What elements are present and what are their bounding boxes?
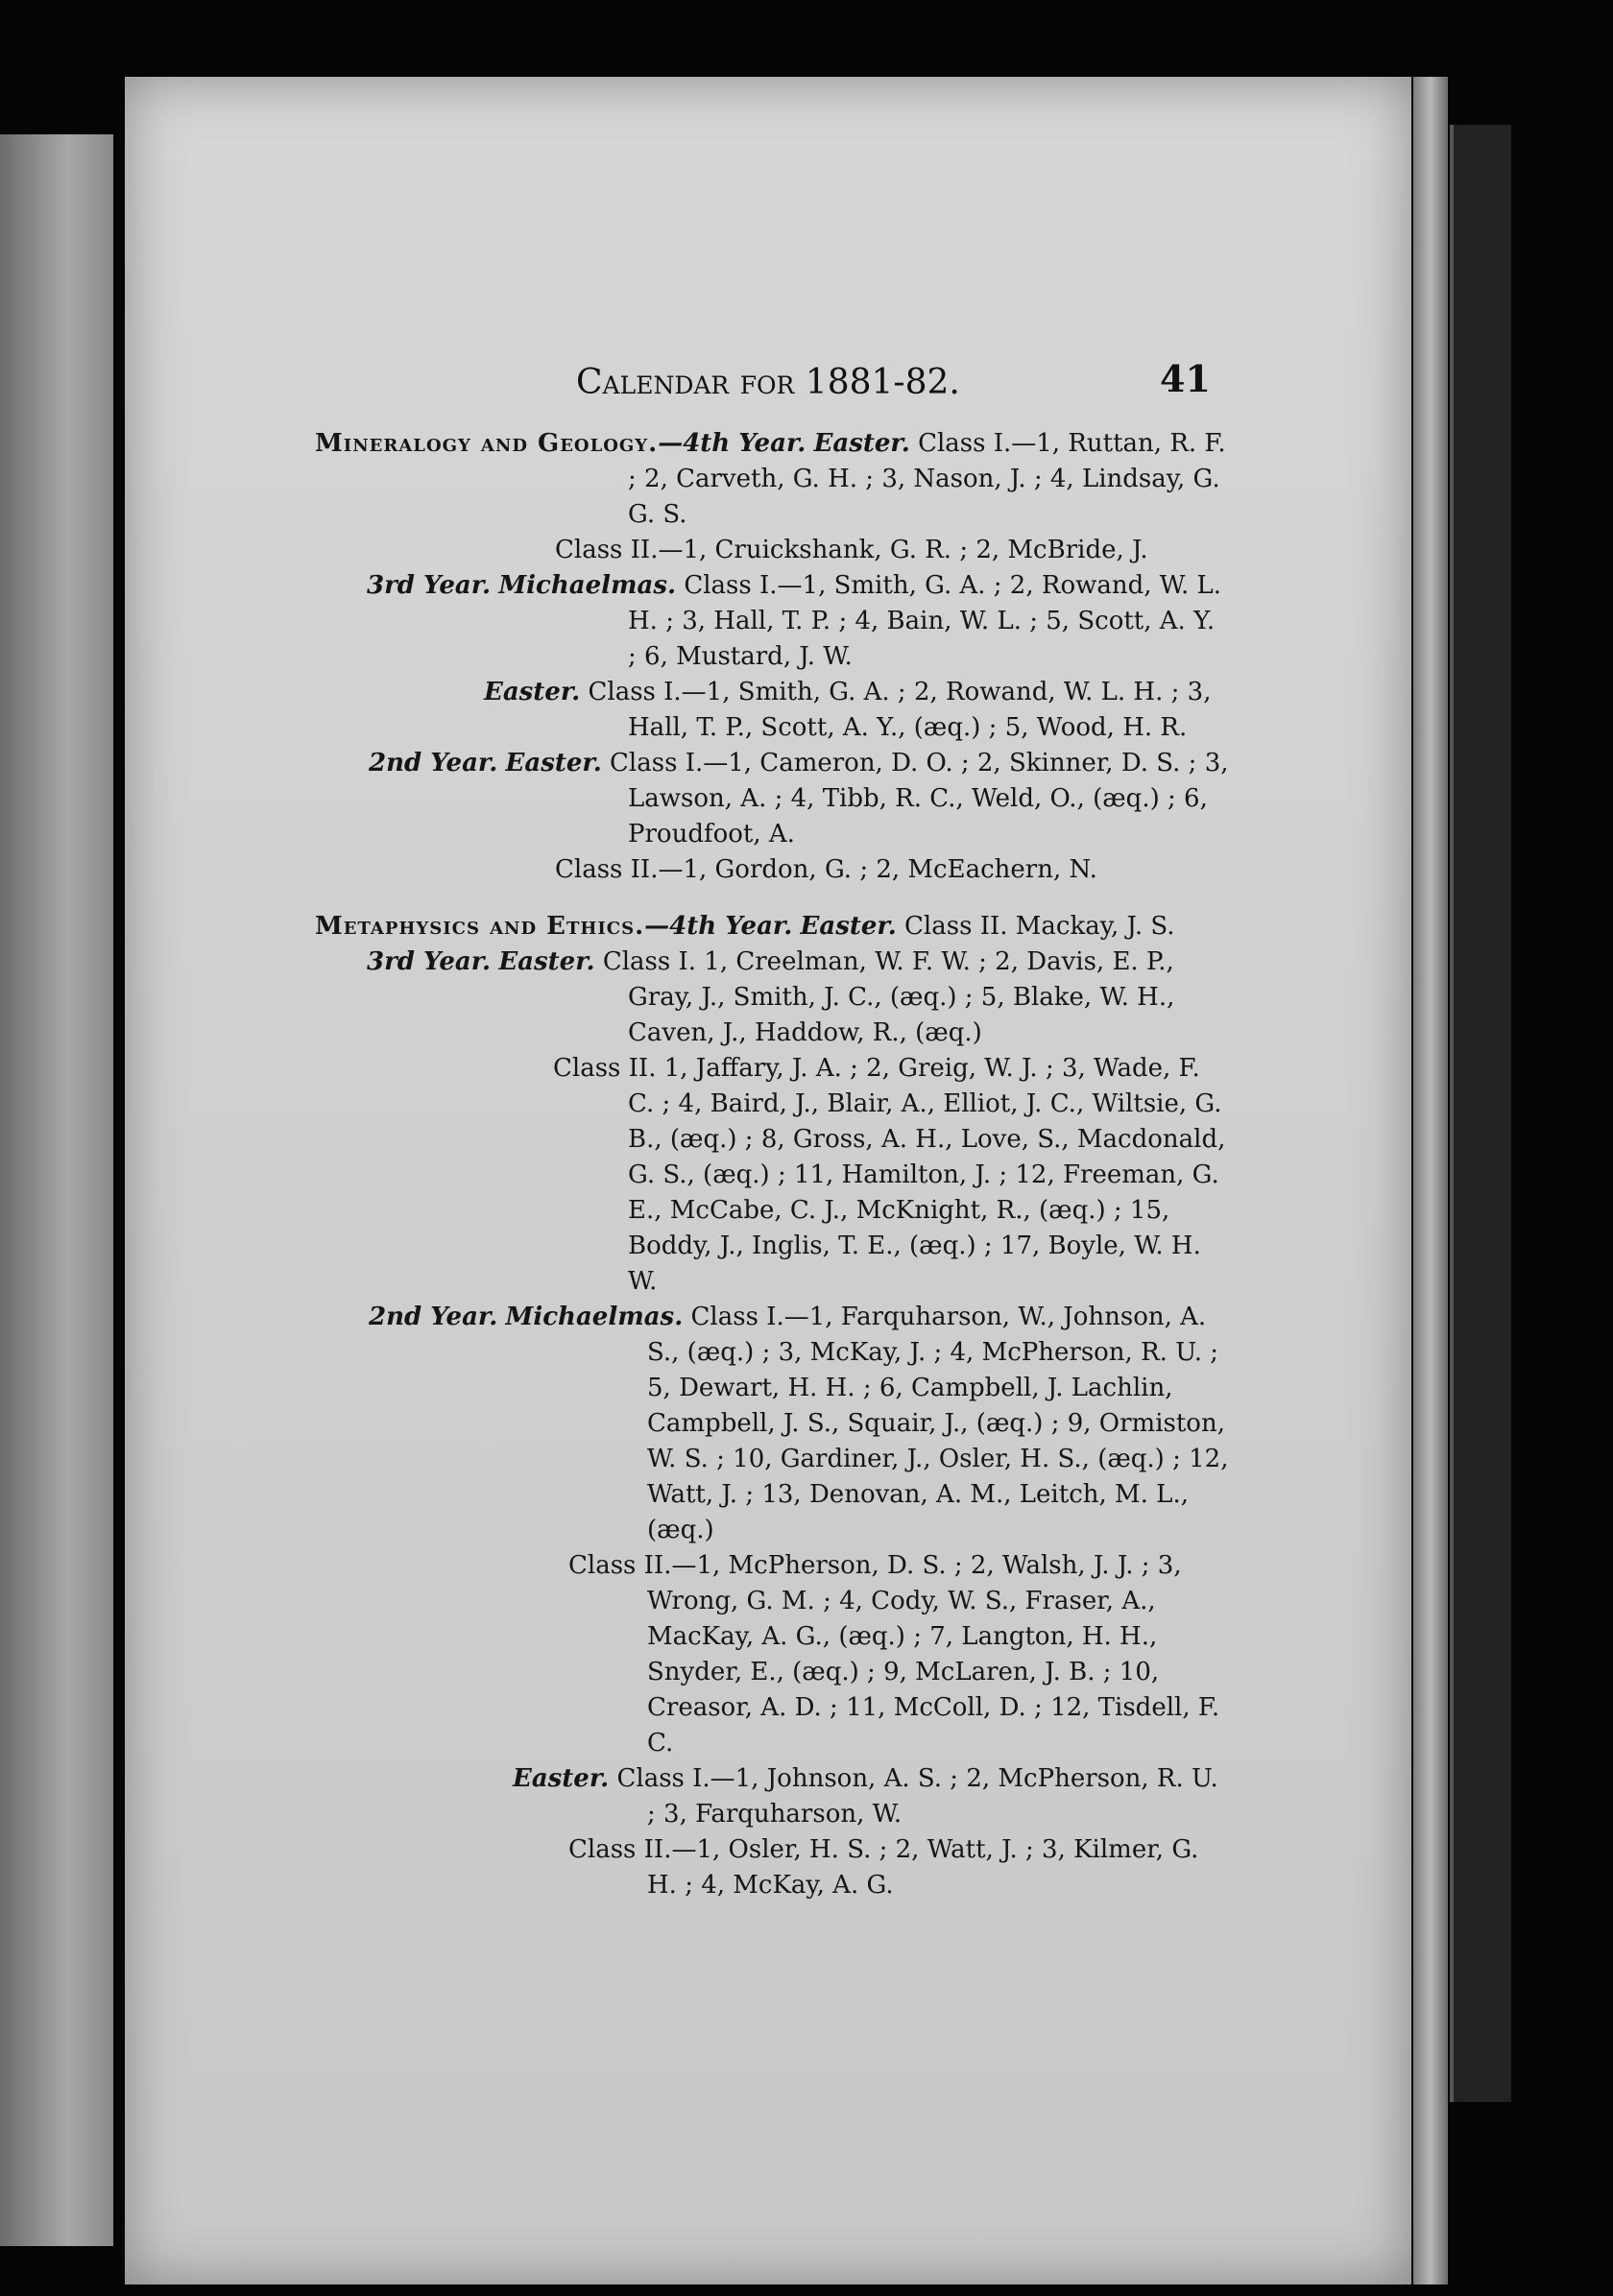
metaphysics-2nd-year-michaelmas-class-1 xyxy=(315,1300,1229,1548)
metaphysics-2nd-year-michaelmas-class-2 xyxy=(315,1548,1229,1761)
metaphysics-3rd-year-class-1 xyxy=(315,945,1229,1051)
year-label: 2nd Year. xyxy=(369,749,498,777)
metaphysics-3rd-year-class-2 xyxy=(315,1051,1229,1300)
facing-page-edge xyxy=(0,134,113,2246)
term-label: Michaelmas. xyxy=(505,1303,684,1331)
subject-heading: Mineralogy and Geology. xyxy=(315,429,659,458)
page-number: 41 xyxy=(1160,357,1211,400)
term-label: Michaelmas. xyxy=(498,571,677,600)
class-list: Class II.—1, Cruickshank, G. R. ; 2, McBride, J. xyxy=(555,536,1148,564)
year-label: 3rd Year. xyxy=(367,947,492,976)
year-label: 2nd Year. xyxy=(369,1303,498,1331)
class-lists xyxy=(315,426,1229,1903)
class-list: Class II.—1, Osler, H. S. ; 2, Watt, J. ; 3, Kilmer, G. H. ; 4, McKay, A. G. xyxy=(568,1835,1199,1900)
class-list: Class II.—1, McPherson, D. S. ; 2, Walsh, J. J. ; 3, Wrong, G. M. ; 4, Cody, W. S., Fraser, A., MacKay, A. G., (æq.) ; 7, Langton, H. H., Snyder, E., (æq.) ; 9, McLaren, J. B. ; 10, Creasor, A. D. ; 11, McColl, D. ; 12, Tisdell, F. C. xyxy=(568,1551,1220,1758)
class-list: Class I.—1, Smith, G. A. ; 2, Rowand, W. L. H. ; 3, Hall, T. P., Scott, A. Y., (æq.) ; 5, Wood, H. R. xyxy=(588,678,1212,742)
metaphysics-2nd-year-easter-class-2 xyxy=(315,1832,1229,1903)
metaphysics-4th-year xyxy=(315,909,1229,945)
year-label: 3rd Year. xyxy=(367,571,492,600)
class-list: Class I.—1, Ruttan, R. F. ; 2, Carveth, G. H. ; 3, Nason, J. ; 4, Lindsay, G. G. S. xyxy=(628,429,1226,529)
term-label: Easter. xyxy=(505,749,602,777)
term-label: Easter. xyxy=(484,678,581,706)
subject-heading: Metaphysics and Ethics. xyxy=(315,912,645,941)
year-label: —4th Year. xyxy=(658,429,806,458)
mineralogy-2nd-year-class-2 xyxy=(315,852,1229,888)
year-label: —4th Year. xyxy=(644,912,793,941)
class-list: Class II. Mackay, J. S. xyxy=(904,912,1175,941)
mineralogy-2nd-year-class-1 xyxy=(315,746,1229,852)
class-list: Class I. 1, Creelman, W. F. W. ; 2, Davis, E. P., Gray, J., Smith, J. C., (æq.) ; 5, Blake, W. H., Caven, J., Haddow, R., (æq.) xyxy=(602,947,1175,1047)
class-list: Class II. 1, Jaffary, J. A. ; 2, Greig, W. J. ; 3, Wade, F. C. ; 4, Baird, J., Blair, A., Elliot, J. C., Wiltsie, G. B., (æq.) ; 8, Gross, A. H., Love, S., Macdonald, G. S., (æq.) ; 11, Hamilton, J. ; 12, Freeman, G. E., McCabe, C. J., McKnight, R., (æq.) ; 15, Boddy, J., Inglis, T. E., (æq.) ; 17, Boyle, W. H. W. xyxy=(553,1054,1226,1296)
mineralogy-4th-year-class-1 xyxy=(315,426,1229,533)
class-list: Class I.—1, Johnson, A. S. ; 2, McPherson, R. U. ; 3, Farquharson, W. xyxy=(616,1764,1218,1829)
book-spine-edge xyxy=(1450,125,1511,2102)
mineralogy-3rd-year-michaelmas xyxy=(315,568,1229,675)
term-label: Easter. xyxy=(813,429,910,458)
metaphysics-2nd-year-easter-class-1 xyxy=(315,1761,1229,1832)
page-gutter xyxy=(1413,77,1448,2284)
mineralogy-3rd-year-easter xyxy=(315,675,1229,746)
class-list: Class II.—1, Gordon, G. ; 2, McEachern, N. xyxy=(555,855,1097,884)
term-label: Easter. xyxy=(800,912,897,941)
term-label: Easter. xyxy=(513,1764,610,1793)
class-list: Class I.—1, Smith, G. A. ; 2, Rowand, W. L. H. ; 3, Hall, T. P. ; 4, Bain, W. L. ; 5, Scott, A. Y. ; 6, Mustard, J. W. xyxy=(628,571,1222,671)
class-list: Class I.—1, Farquharson, W., Johnson, A. S., (æq.) ; 3, McKay, J. ; 4, McPherson, R. U. ; 5, Dewart, H. H. ; 6, Campbell, J. Lachlin, Campbell, J. S., Squair, J., (æq.) ; 9, Ormiston, W. S. ; 10, Gardiner, J., Osler, H. S., (æq.) ; 12, Watt, J. ; 13, Denovan, A. M., Leitch, M. L., (æq.) xyxy=(647,1303,1229,1544)
running-header: Calendar for 1881-82. xyxy=(576,363,960,402)
class-list: Class I.—1, Cameron, D. O. ; 2, Skinner, D. S. ; 3, Lawson, A. ; 4, Tibb, R. C., Weld, O., (æq.) ; 6, Proudfoot, A. xyxy=(610,749,1229,849)
mineralogy-4th-year-class-2 xyxy=(315,533,1229,568)
term-label: Easter. xyxy=(498,947,595,976)
